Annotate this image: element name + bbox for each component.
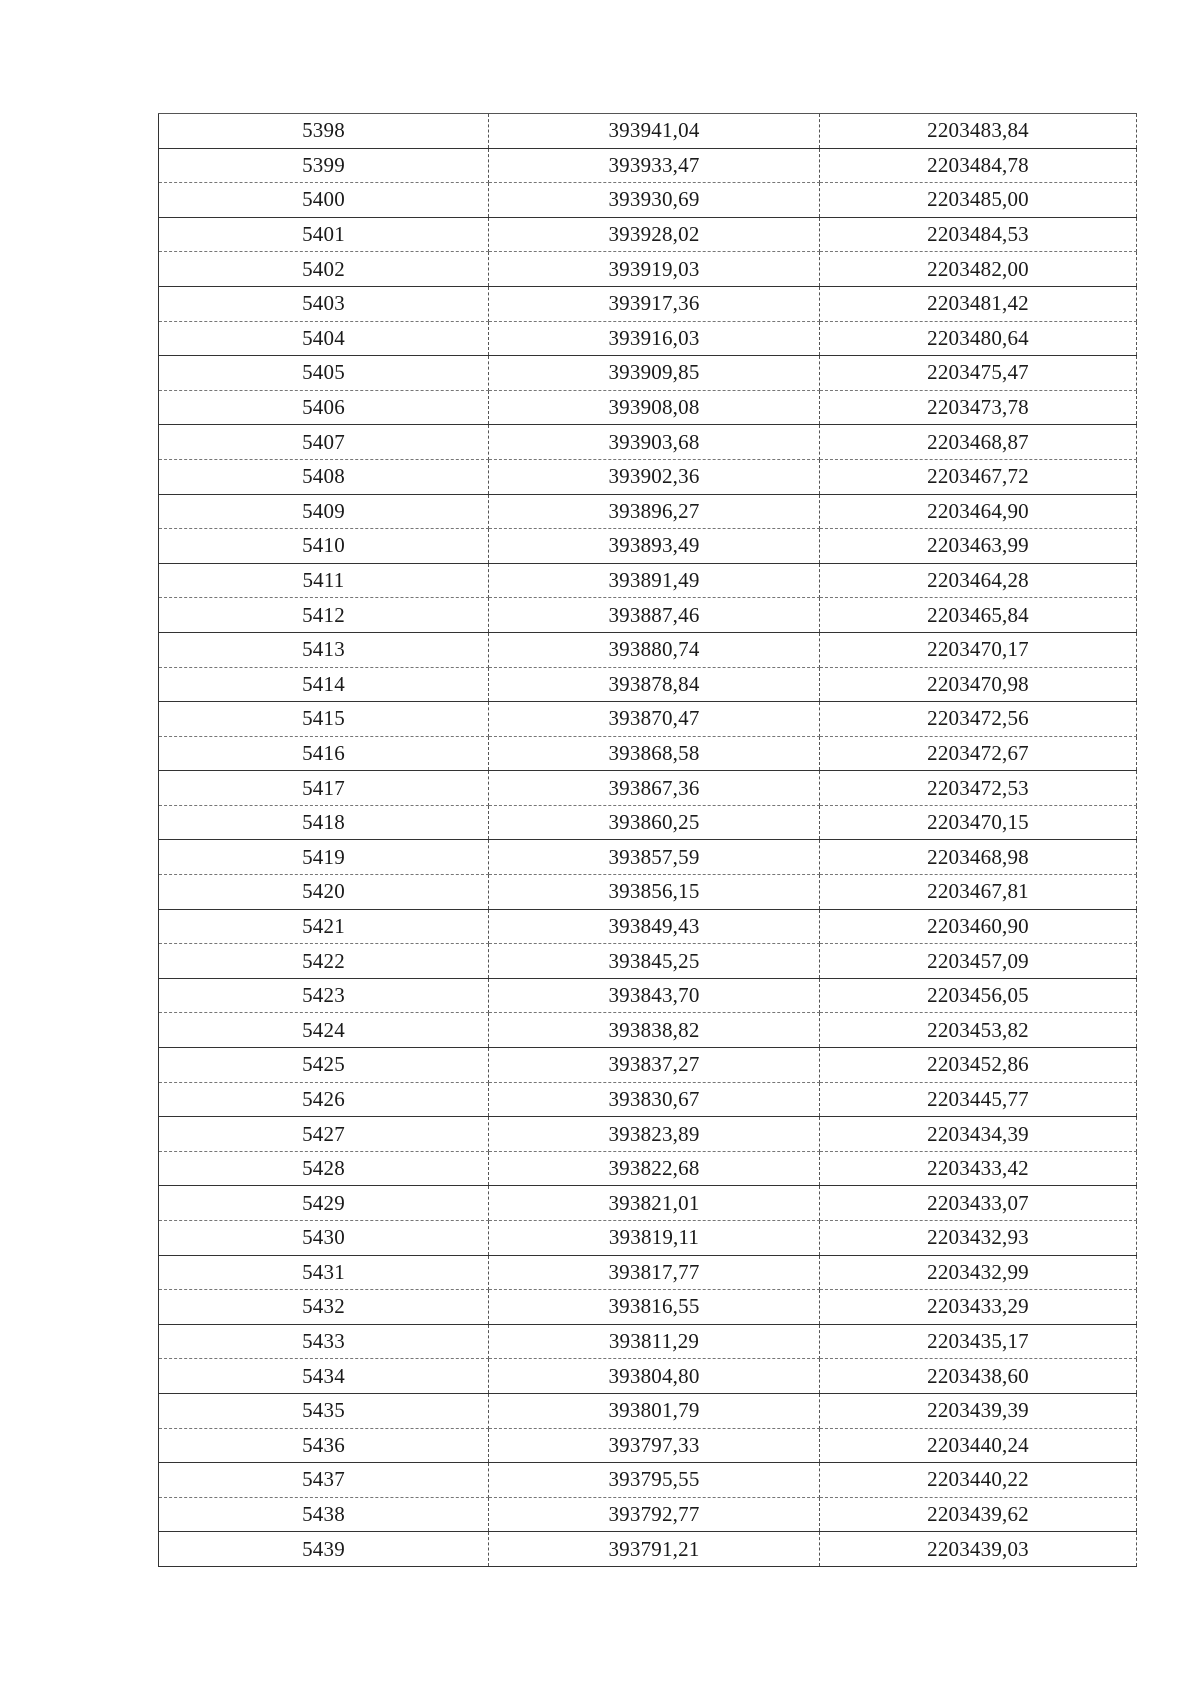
point-number-cell: 5437	[159, 1463, 489, 1498]
point-number-cell: 5426	[159, 1082, 489, 1117]
table-row	[159, 1393, 1137, 1428]
table-row	[159, 148, 1137, 183]
table-row	[159, 1151, 1137, 1186]
x-coordinate-cell: 393801,79	[489, 1393, 820, 1428]
table-row	[159, 1255, 1137, 1290]
point-number-cell: 5436	[159, 1428, 489, 1463]
x-coordinate-cell: 393902,36	[489, 459, 820, 494]
table-row	[159, 875, 1137, 910]
table-row	[159, 286, 1137, 321]
point-number-cell: 5408	[159, 459, 489, 494]
point-number-cell: 5419	[159, 840, 489, 875]
y-coordinate-cell: 2203432,99	[820, 1255, 1137, 1290]
point-number-cell: 5430	[159, 1221, 489, 1256]
x-coordinate-cell: 393817,77	[489, 1255, 820, 1290]
x-coordinate-cell: 393819,11	[489, 1221, 820, 1256]
table-row	[159, 1117, 1137, 1152]
y-coordinate-cell: 2203475,47	[820, 356, 1137, 391]
y-coordinate-cell: 2203470,15	[820, 805, 1137, 840]
y-coordinate-cell: 2203480,64	[820, 321, 1137, 356]
point-number-cell: 5416	[159, 736, 489, 771]
table-row	[159, 425, 1137, 460]
point-number-cell: 5425	[159, 1048, 489, 1083]
x-coordinate-cell: 393870,47	[489, 702, 820, 737]
table-row	[159, 736, 1137, 771]
table-row	[159, 1428, 1137, 1463]
point-number-cell: 5433	[159, 1324, 489, 1359]
y-coordinate-cell: 2203468,98	[820, 840, 1137, 875]
x-coordinate-cell: 393856,15	[489, 875, 820, 910]
y-coordinate-cell: 2203456,05	[820, 978, 1137, 1013]
point-number-cell: 5398	[159, 114, 489, 149]
x-coordinate-cell: 393811,29	[489, 1324, 820, 1359]
x-coordinate-cell: 393830,67	[489, 1082, 820, 1117]
x-coordinate-cell: 393908,08	[489, 390, 820, 425]
table-row	[159, 1013, 1137, 1048]
table-row	[159, 1324, 1137, 1359]
table-row	[159, 1532, 1137, 1567]
y-coordinate-cell: 2203470,17	[820, 632, 1137, 667]
x-coordinate-cell: 393797,33	[489, 1428, 820, 1463]
x-coordinate-cell: 393822,68	[489, 1151, 820, 1186]
table-row	[159, 771, 1137, 806]
y-coordinate-cell: 2203453,82	[820, 1013, 1137, 1048]
y-coordinate-cell: 2203439,62	[820, 1497, 1137, 1532]
x-coordinate-cell: 393845,25	[489, 944, 820, 979]
point-number-cell: 5414	[159, 667, 489, 702]
table-row	[159, 909, 1137, 944]
point-number-cell: 5431	[159, 1255, 489, 1290]
y-coordinate-cell: 2203460,90	[820, 909, 1137, 944]
point-number-cell: 5439	[159, 1532, 489, 1567]
table-row	[159, 1082, 1137, 1117]
point-number-cell: 5403	[159, 286, 489, 321]
point-number-cell: 5417	[159, 771, 489, 806]
x-coordinate-cell: 393843,70	[489, 978, 820, 1013]
table-row	[159, 1497, 1137, 1532]
x-coordinate-cell: 393893,49	[489, 529, 820, 564]
y-coordinate-cell: 2203434,39	[820, 1117, 1137, 1152]
point-number-cell: 5434	[159, 1359, 489, 1394]
y-coordinate-cell: 2203467,81	[820, 875, 1137, 910]
y-coordinate-cell: 2203464,90	[820, 494, 1137, 529]
y-coordinate-cell: 2203438,60	[820, 1359, 1137, 1394]
table-row	[159, 598, 1137, 633]
point-number-cell: 5400	[159, 183, 489, 218]
x-coordinate-cell: 393916,03	[489, 321, 820, 356]
point-number-cell: 5410	[159, 529, 489, 564]
x-coordinate-cell: 393896,27	[489, 494, 820, 529]
point-number-cell: 5406	[159, 390, 489, 425]
table-row	[159, 252, 1137, 287]
y-coordinate-cell: 2203445,77	[820, 1082, 1137, 1117]
x-coordinate-cell: 393909,85	[489, 356, 820, 391]
y-coordinate-cell: 2203433,42	[820, 1151, 1137, 1186]
table-row	[159, 563, 1137, 598]
table-row	[159, 529, 1137, 564]
point-number-cell: 5429	[159, 1186, 489, 1221]
x-coordinate-cell: 393804,80	[489, 1359, 820, 1394]
y-coordinate-cell: 2203472,53	[820, 771, 1137, 806]
y-coordinate-cell: 2203435,17	[820, 1324, 1137, 1359]
table-row	[159, 978, 1137, 1013]
table-row	[159, 944, 1137, 979]
table-row	[159, 494, 1137, 529]
y-coordinate-cell: 2203470,98	[820, 667, 1137, 702]
point-number-cell: 5411	[159, 563, 489, 598]
y-coordinate-cell: 2203439,03	[820, 1532, 1137, 1567]
x-coordinate-cell: 393867,36	[489, 771, 820, 806]
x-coordinate-cell: 393795,55	[489, 1463, 820, 1498]
point-number-cell: 5402	[159, 252, 489, 287]
x-coordinate-cell: 393933,47	[489, 148, 820, 183]
x-coordinate-cell: 393823,89	[489, 1117, 820, 1152]
x-coordinate-cell: 393930,69	[489, 183, 820, 218]
point-number-cell: 5418	[159, 805, 489, 840]
table-row	[159, 459, 1137, 494]
x-coordinate-cell: 393791,21	[489, 1532, 820, 1567]
y-coordinate-cell: 2203484,78	[820, 148, 1137, 183]
y-coordinate-cell: 2203440,22	[820, 1463, 1137, 1498]
x-coordinate-cell: 393903,68	[489, 425, 820, 460]
point-number-cell: 5413	[159, 632, 489, 667]
x-coordinate-cell: 393816,55	[489, 1290, 820, 1325]
point-number-cell: 5420	[159, 875, 489, 910]
table-row	[159, 1463, 1137, 1498]
y-coordinate-cell: 2203468,87	[820, 425, 1137, 460]
x-coordinate-cell: 393821,01	[489, 1186, 820, 1221]
point-number-cell: 5435	[159, 1393, 489, 1428]
y-coordinate-cell: 2203472,67	[820, 736, 1137, 771]
x-coordinate-cell: 393880,74	[489, 632, 820, 667]
y-coordinate-cell: 2203467,72	[820, 459, 1137, 494]
table-row	[159, 1048, 1137, 1083]
y-coordinate-cell: 2203473,78	[820, 390, 1137, 425]
table-row	[159, 667, 1137, 702]
point-number-cell: 5427	[159, 1117, 489, 1152]
y-coordinate-cell: 2203485,00	[820, 183, 1137, 218]
y-coordinate-cell: 2203481,42	[820, 286, 1137, 321]
coordinates-table-body	[159, 114, 1137, 1567]
y-coordinate-cell: 2203482,00	[820, 252, 1137, 287]
table-row	[159, 632, 1137, 667]
x-coordinate-cell: 393928,02	[489, 217, 820, 252]
table-row	[159, 1290, 1137, 1325]
table-row	[159, 1221, 1137, 1256]
x-coordinate-cell: 393857,59	[489, 840, 820, 875]
y-coordinate-cell: 2203433,29	[820, 1290, 1137, 1325]
table-row	[159, 840, 1137, 875]
y-coordinate-cell: 2203484,53	[820, 217, 1137, 252]
x-coordinate-cell: 393917,36	[489, 286, 820, 321]
y-coordinate-cell: 2203472,56	[820, 702, 1137, 737]
x-coordinate-cell: 393919,03	[489, 252, 820, 287]
point-number-cell: 5399	[159, 148, 489, 183]
point-number-cell: 5423	[159, 978, 489, 1013]
y-coordinate-cell: 2203465,84	[820, 598, 1137, 633]
point-number-cell: 5401	[159, 217, 489, 252]
table-row	[159, 321, 1137, 356]
point-number-cell: 5424	[159, 1013, 489, 1048]
table-row	[159, 702, 1137, 737]
x-coordinate-cell: 393860,25	[489, 805, 820, 840]
x-coordinate-cell: 393941,04	[489, 114, 820, 149]
x-coordinate-cell: 393878,84	[489, 667, 820, 702]
point-number-cell: 5405	[159, 356, 489, 391]
x-coordinate-cell: 393887,46	[489, 598, 820, 633]
table-row	[159, 356, 1137, 391]
point-number-cell: 5415	[159, 702, 489, 737]
table-row	[159, 217, 1137, 252]
y-coordinate-cell: 2203463,99	[820, 529, 1137, 564]
x-coordinate-cell: 393837,27	[489, 1048, 820, 1083]
x-coordinate-cell: 393868,58	[489, 736, 820, 771]
table-row	[159, 183, 1137, 218]
x-coordinate-cell: 393849,43	[489, 909, 820, 944]
y-coordinate-cell: 2203433,07	[820, 1186, 1137, 1221]
point-number-cell: 5412	[159, 598, 489, 633]
point-number-cell: 5409	[159, 494, 489, 529]
point-number-cell: 5432	[159, 1290, 489, 1325]
point-number-cell: 5404	[159, 321, 489, 356]
y-coordinate-cell: 2203432,93	[820, 1221, 1137, 1256]
x-coordinate-cell: 393792,77	[489, 1497, 820, 1532]
table-row	[159, 1186, 1137, 1221]
y-coordinate-cell: 2203457,09	[820, 944, 1137, 979]
y-coordinate-cell: 2203464,28	[820, 563, 1137, 598]
point-number-cell: 5422	[159, 944, 489, 979]
table-row	[159, 390, 1137, 425]
x-coordinate-cell: 393891,49	[489, 563, 820, 598]
table-row	[159, 114, 1137, 149]
y-coordinate-cell: 2203483,84	[820, 114, 1137, 149]
y-coordinate-cell: 2203440,24	[820, 1428, 1137, 1463]
table-row	[159, 1359, 1137, 1394]
point-number-cell: 5407	[159, 425, 489, 460]
point-number-cell: 5438	[159, 1497, 489, 1532]
table-row	[159, 805, 1137, 840]
point-number-cell: 5428	[159, 1151, 489, 1186]
point-number-cell: 5421	[159, 909, 489, 944]
y-coordinate-cell: 2203439,39	[820, 1393, 1137, 1428]
x-coordinate-cell: 393838,82	[489, 1013, 820, 1048]
coordinates-table	[158, 113, 1137, 1567]
y-coordinate-cell: 2203452,86	[820, 1048, 1137, 1083]
